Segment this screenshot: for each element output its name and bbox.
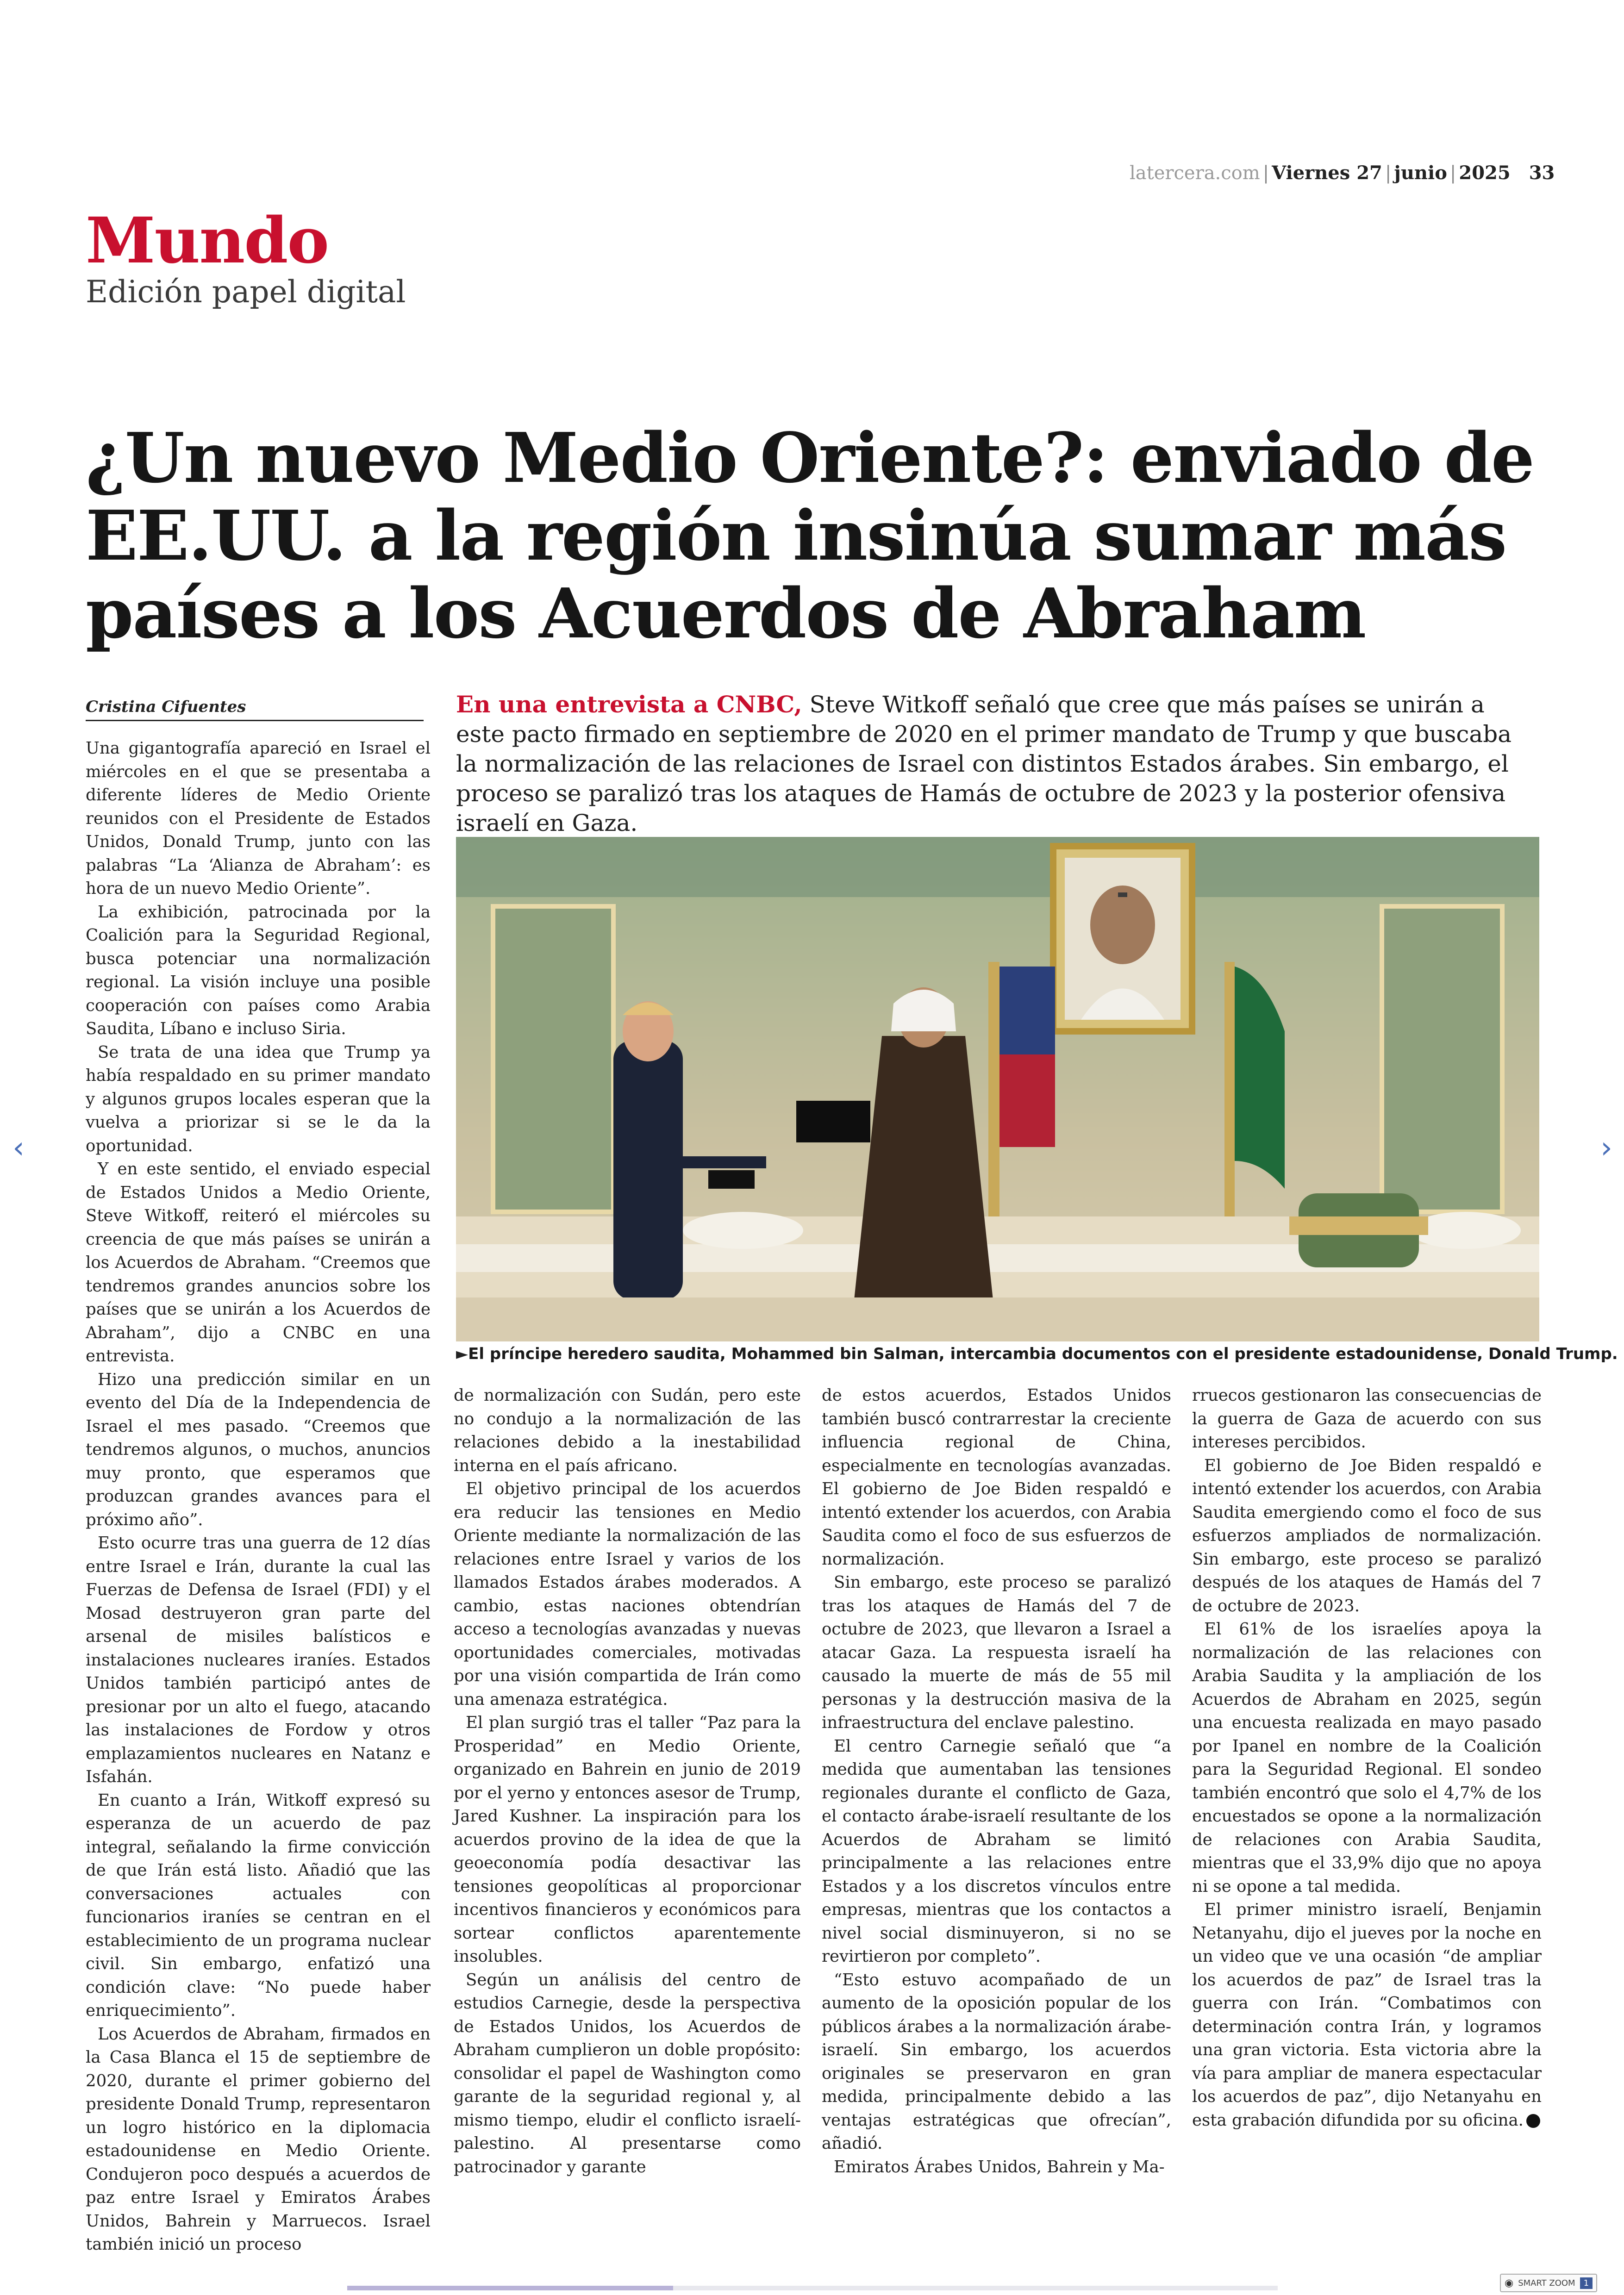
masthead-year: 2025 <box>1459 162 1511 184</box>
smart-zoom-page: 1 <box>1580 2277 1593 2289</box>
paragraph: Sin embargo, este proceso se paralizó tras los ataques de Hamás del 7 de octubre de 2023, que llevaron a Israel a atacar Gaza. La respuesta israelí ha causado la muerte de más de 55 mil personas y la destrucción masiva de la infraestructura del enclave palestino. <box>822 1573 1171 1732</box>
article-column-4 <box>1192 1384 1542 2132</box>
site-name: latercera.com <box>1130 162 1260 184</box>
paragraph: Hizo una predicción similar en un evento del Día de la Independencia de Israel el mes pasado. “Creemos que tendremos algunos, o muchos, anuncios muy pronto, que esperamos que produzcan grandes avances para el próximo año”. <box>86 1370 431 1529</box>
paragraph: El gobierno de Joe Biden respaldó e intentó extender los acuerdos, con Arabia Saudita emergiendo como el foco de sus esfuerzos ampliados de normalización. Sin embargo, este proceso se paralizó después de los ataques de Hamás del 7 de octubre de 2023. <box>1192 1456 1542 1615</box>
article-headline: ¿Un nuevo Medio Oriente?: enviado de EE.UU. a la región insinúa sumar más países a los Acuerdos de Abraham <box>86 418 1534 654</box>
article-column-2 <box>454 1384 801 2179</box>
page-number: 33 <box>1529 162 1555 184</box>
paragraph: Y en este sentido, el enviado especial de Estados Unidos a Medio Oriente, Steve Witkoff, reiteró el miércoles su creencia de que más países se unirán a los Acuerdos de Abraham. “Creemos que tendremos grandes anuncios sobre los países que se unirán a los Acuerdos de Abraham”, dijo a CNBC en una entrevista. <box>86 1160 431 1366</box>
paragraph: Esto ocurre tras una guerra de 12 días entre Israel e Irán, durante la cual las Fuerzas de Defensa de Israel (FDI) y el Mosad destruyeron gran parte del arsenal de misiles balísticos e instalaciones nucleares iraníes. Estados Unidos también participó antes de presionar por un alto el fuego, atacando las instalaciones de Fordow y otros emplazamientos nucleares en Natanz e Isfahán. <box>86 1534 431 1786</box>
smart-zoom-button[interactable] <box>1500 2274 1597 2292</box>
photo-illustration <box>456 837 1539 1341</box>
masthead-month: junio <box>1394 162 1447 184</box>
caption-arrow-icon: ► <box>456 1345 468 1363</box>
paragraph: El plan surgió tras el taller “Paz para la Prosperidad” en Medio Oriente, organizado en Bahrein en junio de 2019 por el yerno y entonces asesor de Trump, Jared Kushner. La inspiración para los acuerdos provino de la idea de que la geoeconomía podía desactivar las tensiones geopolíticas al proporcionar incentivos financieros y económicos para sortear conflictos aparentemente insolubles. <box>454 1713 801 1966</box>
smart-zoom-label: SMART ZOOM <box>1518 2278 1575 2288</box>
paragraph: rruecos gestionaron las consecuencias de la guerra de Gaza de acuerdo con sus intereses percibidos. <box>1192 1386 1542 1452</box>
article-column-3 <box>822 1384 1171 2179</box>
paragraph: En cuanto a Irán, Witkoff expresó su esperanza de un acuerdo de paz integral, señalando la firme convicción de que Irán está listo. Añadió que las conversaciones actuales con funcionarios iraníes se centran en el establecimiento de un programa nuclear civil. Sin embargo, enfatizó una condición clave: “No puede haber enriquecimiento”. <box>86 1790 431 2020</box>
paragraph: El 61% de los israelíes apoya la normalización de las relaciones con Arabia Saudita y la ampliación de los Acuerdos de Abraham en 2025, según una encuesta realizada en mayo pasado por Ipanel en nombre de la Coalición para la Seguridad Regional. El sondeo también encontró que solo el 4,7% de los encuestados se opone a la normalización de relaciones con Arabia Saudita, mientras que el 33,9% dijo que no apoya ni se opone a tal medida. <box>1192 1620 1542 1896</box>
paragraph: de estos acuerdos, Estados Unidos también buscó contrarrestar la creciente influencia regional de China, especialmente en tecnologías avanzadas. El gobierno de Joe Biden respaldó e intentó extender los acuerdos, con Arabia Saudita como el foco de sus esfuerzos de normalización. <box>822 1386 1171 1569</box>
figure-left <box>613 1041 683 1300</box>
paragraph: de normalización con Sudán, pero este no condujo a la normalización de las relaciones debido a la inestabilidad interna en el país africano. <box>454 1386 801 1475</box>
article-column-1 <box>86 737 431 2257</box>
reading-progress-fill <box>347 2286 673 2290</box>
next-page-button[interactable]: › <box>1600 1131 1612 1165</box>
paragraph: Según un análisis del centro de estudios Carnegie, desde la perspectiva de Estados Unidos, los Acuerdos de Abraham cumplieron un doble propósito: consolidar el papel de Washington como garante de la seguridad regional y, al mismo tiempo, eludir el conflicto israelí-palestino. Al presentarse como patrocinador y garante <box>454 1970 801 2177</box>
paragraph: El centro Carnegie señaló que “a medida que aumentaban las tensiones regionales durante el conflicto de Gaza, el contacto árabe-israelí resultante de los Acuerdos de Abraham se limitó principalmente a las relaciones entre Estados y a los discretos vínculos entre empresas, mientras que los contactos a nivel social disminuyeron, si no se revirtieron por completo”. <box>822 1736 1171 1966</box>
article-photo <box>456 837 1539 1341</box>
photo-caption <box>456 1345 1618 1363</box>
previous-page-button[interactable]: ‹ <box>12 1131 25 1165</box>
paragraph: Se trata de una idea que Trump ya había respaldado en su primer mandato y algunos grupos locales esperan que la vuelva a priorizar si se le da la oportunidad. <box>86 1042 431 1155</box>
lead-kicker: En una entrevista a CNBC, <box>456 691 802 718</box>
section-subtitle: Edición papel digital <box>86 274 406 310</box>
paragraph <box>1192 1898 1542 2132</box>
paragraph: La exhibición, patrocinada por la Coalición para la Seguridad Regional, busca potenciar una normalización regional. La visión incluye una posible cooperación con países como Arabia Saudita, Líbano e incluso Siria. <box>86 902 431 1038</box>
masthead: latercera.com | Viernes 27 | junio | 2025 33 <box>1130 162 1555 184</box>
paragraph: El objetivo principal de los acuerdos era reducir las tensiones en Medio Oriente mediante la normalización de las relaciones entre Israel y varios de los llamados Estados árabes moderados. A cambio, estas naciones obtendrían acceso a tecnologías avanzadas y nuevas oportunidades comerciales, motivadas por una visión compartida de Irán como una amenaza estratégica. <box>454 1479 801 1709</box>
paragraph: Una gigantografía apareció en Israel el miércoles en el que se presentaba a diferente líderes de Medio Oriente reunidos con el Presidente de Estados Unidos, Donald Trump, junto con las palabras “La ‘Alianza de Abraham’: es hora de un nuevo Medio Oriente”. <box>86 739 431 898</box>
reading-progress-bar[interactable] <box>347 2286 1278 2290</box>
article-lead <box>456 690 1539 838</box>
paragraph-text: El primer ministro israelí, Benjamin Netanyahu, dijo el jueves por la noche en un video que ve una ocasión “de ampliar los acuerdos de paz” de Israel tras la guerra con Irán. “Combatimos con determinación contra Irán, y logramos una gran victoria. Esta victoria abre la vía para ampliar de manera espectacular los acuerdos de paz”, dijo Netanyahu en esta grabación difundida por su oficina. <box>1192 1900 1542 2130</box>
masthead-weekday: Viernes 27 <box>1272 162 1382 184</box>
caption-text: El príncipe heredero saudita, Mohammed bin Salman, intercambia documentos con el presidente estadounidense, Donald Trump. <box>468 1345 1618 1363</box>
end-mark-icon <box>1526 2114 1540 2128</box>
lead-text: Steve Witkoff señaló que cree que más países se unirán a este pacto firmado en septiembre de 2020 en el primer mandato de Trump y que buscaba la normalización de las relaciones de Israel con distintos Estados árabes. Sin embargo, el proceso se paralizó tras los ataques de Hamás de octubre de 2023 y la posterior ofensiva israelí en Gaza. <box>456 691 1512 836</box>
paragraph: “Esto estuvo acompañado de un aumento de la oposición popular de los públicos árabes a la normalización árabe-israelí. Sin embargo, los acuerdos originales se preservaron en gran medida, principalmente debido a las ventajas estratégicas que ofrecían”, añadió. <box>822 1970 1171 2153</box>
document-folder <box>796 1101 870 1142</box>
paragraph: Emiratos Árabes Unidos, Bahrein y Ma- <box>834 2157 1165 2177</box>
article-byline: Cristina Cifuentes <box>86 698 424 721</box>
eye-icon: ◉ <box>1505 2277 1514 2289</box>
section-title: Mundo <box>86 204 329 278</box>
paragraph: Los Acuerdos de Abraham, firmados en la Casa Blanca el 15 de septiembre de 2020, durante el primer gobierno del presidente Donald Trump, representaron un logro histórico en la diplomacia estadounidense en Medio Oriente. Condujeron poco después a acuerdos de paz entre Israel y Emiratos Árabes Unidos, Bahrein y Marruecos. Israel también inició un proceso <box>86 2024 431 2254</box>
